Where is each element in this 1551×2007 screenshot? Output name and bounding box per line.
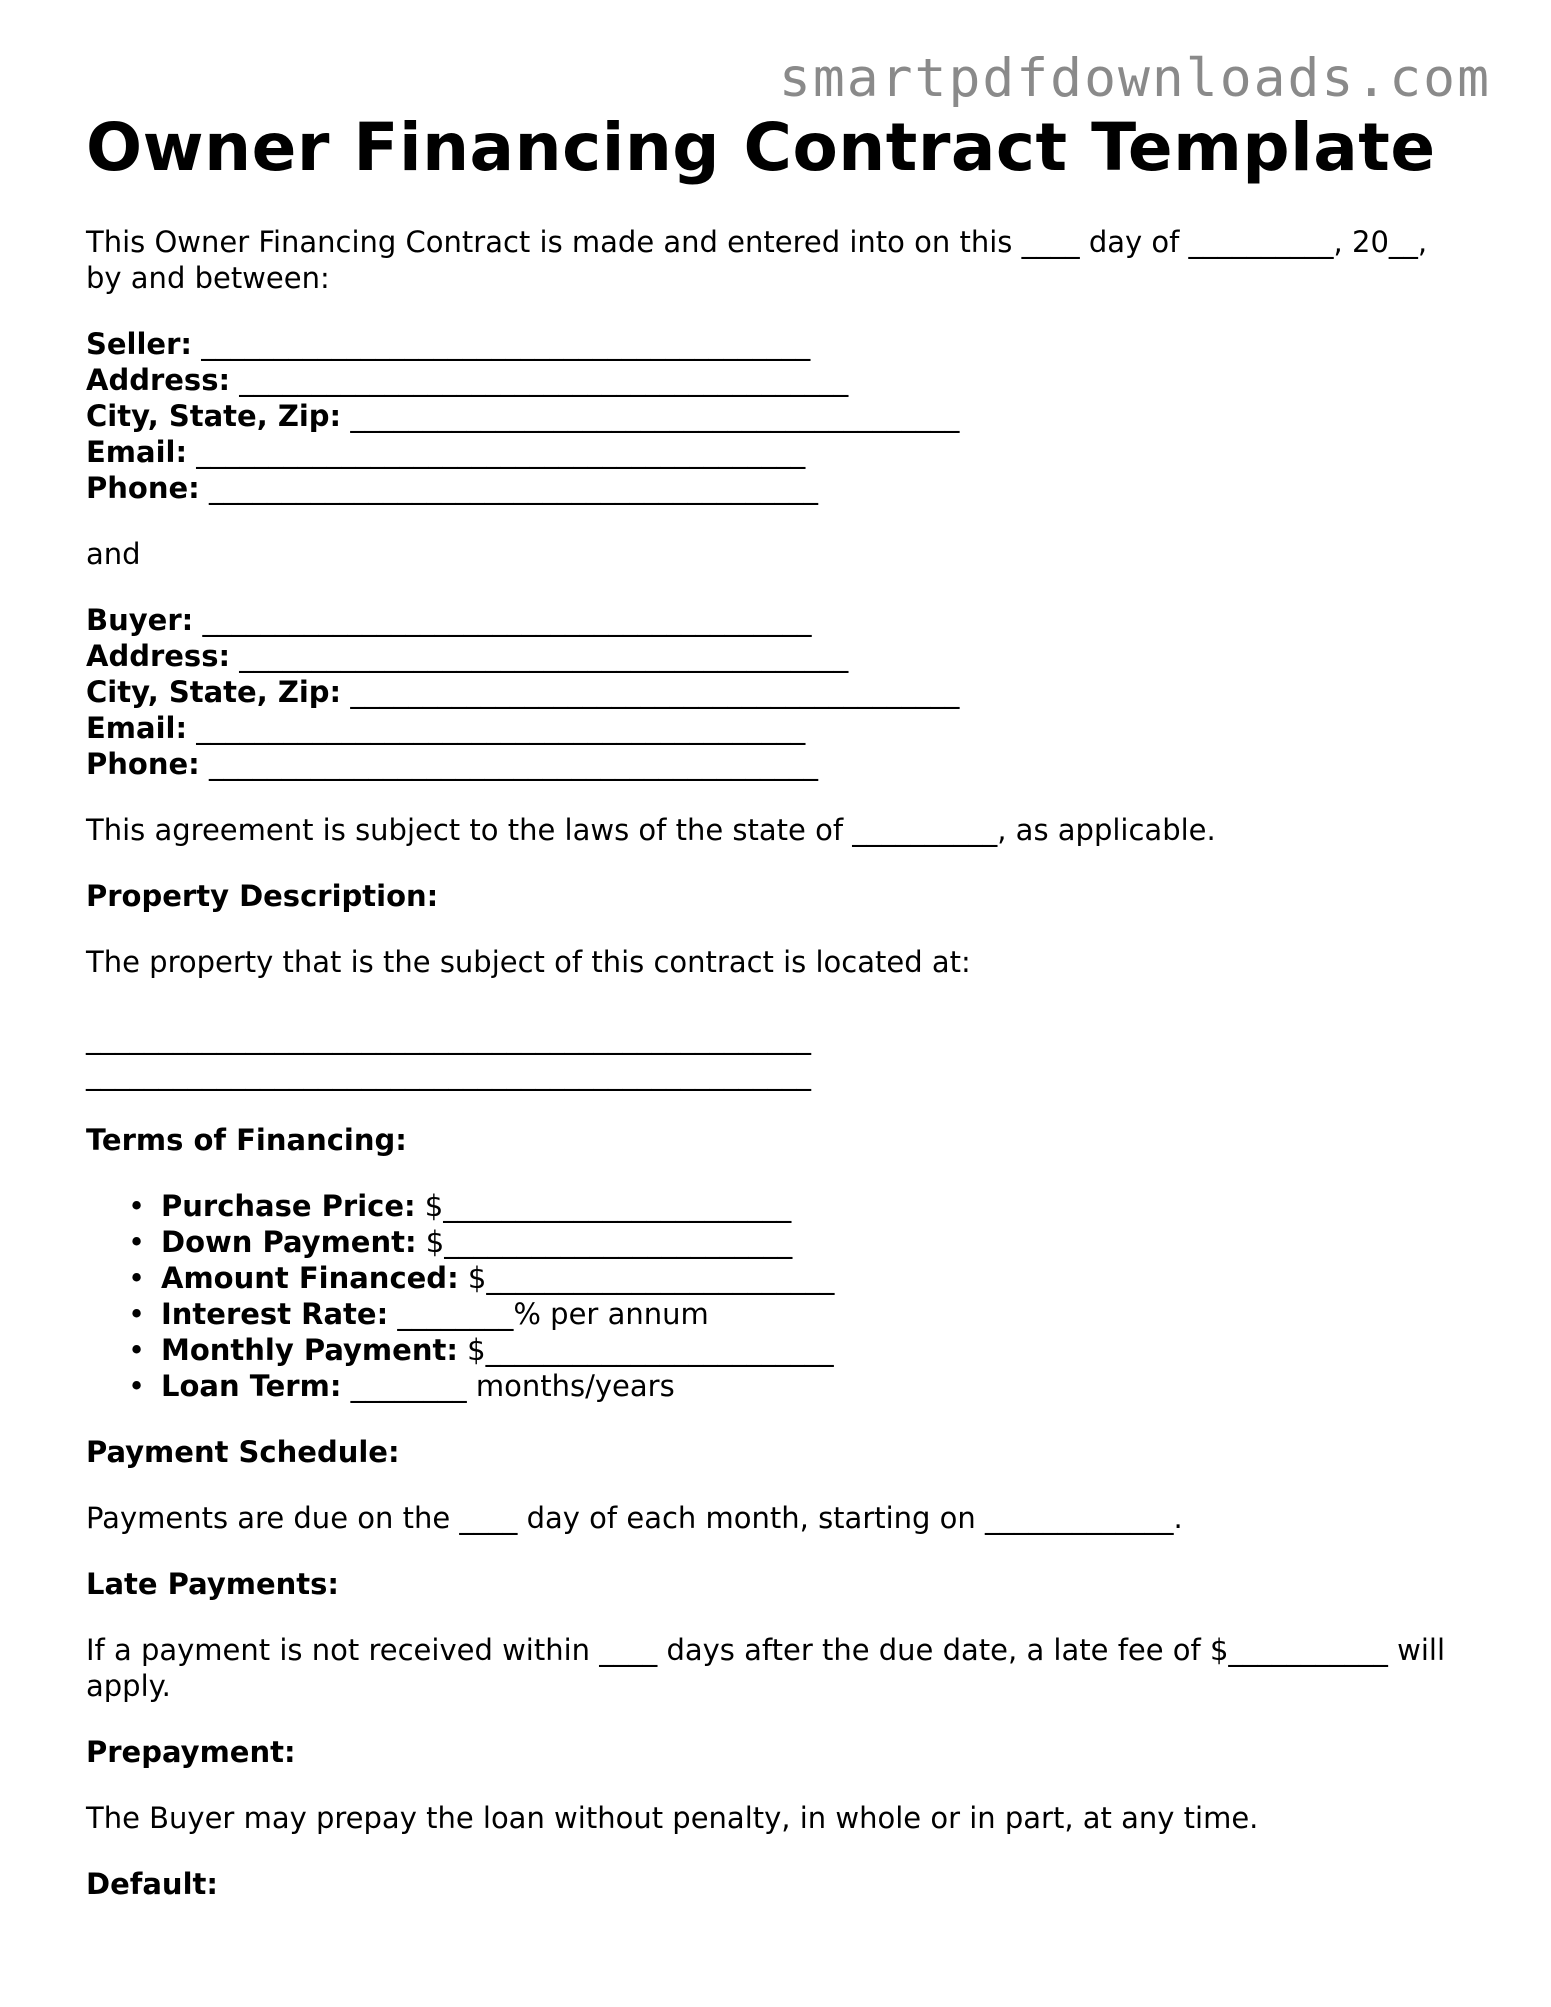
blank-line: __________________________________________ bbox=[230, 363, 849, 397]
buyer-email-row bbox=[86, 710, 1486, 746]
list-item bbox=[161, 1224, 1486, 1260]
seller-block bbox=[86, 326, 1486, 506]
term-label: Interest Rate: bbox=[161, 1297, 389, 1331]
field-label: City, State, Zip: bbox=[86, 675, 342, 709]
blank-line: __________________________________________ bbox=[341, 675, 960, 709]
field-label: Phone: bbox=[86, 747, 200, 781]
prepayment-heading: Prepayment: bbox=[86, 1735, 296, 1769]
field-label: Email: bbox=[86, 435, 188, 469]
list-item bbox=[161, 1332, 1486, 1368]
term-value: ________ months/years bbox=[341, 1369, 675, 1403]
buyer-phone-row bbox=[86, 746, 1486, 782]
seller-address-row bbox=[86, 362, 1486, 398]
document-title: Owner Financing Contract Template bbox=[86, 109, 1436, 186]
blank-line: __________________________________________ bbox=[341, 399, 960, 433]
watermark: smartpdfdownloads.com bbox=[778, 48, 1491, 109]
blank-line: __________________________________________________ bbox=[86, 1021, 811, 1055]
term-label: Purchase Price: bbox=[161, 1189, 416, 1223]
field-label: Address: bbox=[86, 639, 231, 673]
list-item bbox=[161, 1260, 1486, 1296]
list-item bbox=[161, 1296, 1486, 1332]
terms-list bbox=[86, 1188, 1486, 1404]
blank-line: __________________________________________ bbox=[187, 711, 806, 745]
document-body bbox=[86, 108, 1486, 1902]
term-label: Amount Financed: bbox=[161, 1261, 459, 1295]
blank-line: __________________________________________ bbox=[199, 747, 818, 781]
list-item bbox=[161, 1188, 1486, 1224]
blank-line: __________________________________________ bbox=[187, 435, 806, 469]
buyer-address-row bbox=[86, 638, 1486, 674]
field-label: Address: bbox=[86, 363, 231, 397]
seller-name-row bbox=[86, 326, 1486, 362]
buyer-block bbox=[86, 602, 1486, 782]
default-heading: Default: bbox=[86, 1867, 218, 1901]
blank-line: __________________________________________ bbox=[193, 603, 812, 637]
intro-paragraph: This Owner Financing Contract is made and entered into on this ____ day of __________, 20__, by and between: bbox=[86, 225, 1428, 295]
term-value: $________________________ bbox=[457, 1333, 834, 1367]
payment-schedule-paragraph: Payments are due on the ____ day of each month, starting on _____________. bbox=[86, 1501, 1183, 1535]
blank-line: __________________________________________ bbox=[199, 471, 818, 505]
field-label: Buyer: bbox=[86, 603, 194, 637]
term-value: $________________________ bbox=[416, 1225, 793, 1259]
payment-schedule-heading: Payment Schedule: bbox=[86, 1435, 400, 1469]
term-value: $________________________ bbox=[415, 1189, 792, 1223]
property-address-lines bbox=[86, 1020, 1486, 1092]
blank-line: __________________________________________ bbox=[230, 639, 849, 673]
blank-line: __________________________________________________ bbox=[86, 1057, 811, 1091]
seller-city-row bbox=[86, 398, 1486, 434]
late-payments-paragraph: If a payment is not received within ____ days after the due date, a late fee of $___________ will apply. bbox=[86, 1633, 1446, 1703]
term-value: $________________________ bbox=[458, 1261, 835, 1295]
prepayment-paragraph: The Buyer may prepay the loan without penalty, in whole or in part, at any time. bbox=[86, 1801, 1259, 1835]
term-label: Loan Term: bbox=[161, 1369, 342, 1403]
field-label: Seller: bbox=[86, 327, 193, 361]
term-label: Down Payment: bbox=[161, 1225, 417, 1259]
buyer-name-row bbox=[86, 602, 1486, 638]
field-label: City, State, Zip: bbox=[86, 399, 342, 433]
seller-phone-row bbox=[86, 470, 1486, 506]
term-label: Monthly Payment: bbox=[161, 1333, 458, 1367]
governing-law-paragraph: This agreement is subject to the laws of the state of __________, as applicable. bbox=[86, 813, 1216, 847]
buyer-city-row bbox=[86, 674, 1486, 710]
term-value: ________% per annum bbox=[388, 1297, 709, 1331]
property-paragraph: The property that is the subject of this contract is located at: bbox=[86, 945, 971, 979]
and-text: and bbox=[86, 537, 141, 571]
seller-email-row bbox=[86, 434, 1486, 470]
list-item bbox=[161, 1368, 1486, 1404]
field-label: Phone: bbox=[86, 471, 200, 505]
terms-heading: Terms of Financing: bbox=[86, 1123, 407, 1157]
blank-line: __________________________________________ bbox=[192, 327, 811, 361]
property-heading: Property Description: bbox=[86, 879, 439, 913]
late-payments-heading: Late Payments: bbox=[86, 1567, 339, 1601]
field-label: Email: bbox=[86, 711, 188, 745]
